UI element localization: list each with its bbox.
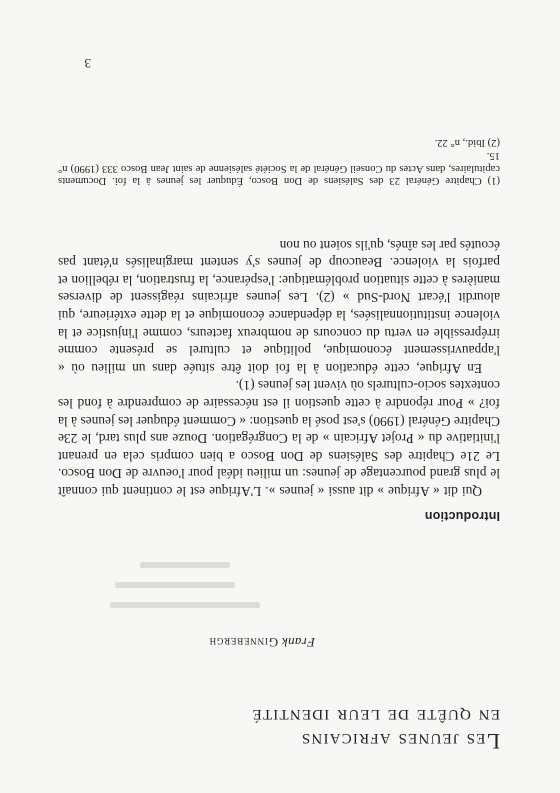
footnote: (2) Ibid., n° 22. xyxy=(434,136,500,148)
section-heading: Introduction xyxy=(424,509,500,523)
paragraph: Qui dit « Afrique » dit aussi « jeunes ». L'Afrique est le continent qui connaît le plus grand pourcentage de jeunes: un milieu idéal pour l'oeuvre de Don Bosco. Le 21e Chapitre des Salésiens de Don Bosco a bien compris cela en prenant l'initiative du « Projet Africain » de la Congrégation. Douze ans plus tard, le 23e Chapitre Général (1990) s'est posé la question: « Comment éduquer les jeunes à la foi? » Pour répondre à cette question il est nécessaire de comprendre à fond les contextes socio-culturels où vivent les jeunes (1). xyxy=(58,378,500,499)
bleed-through-mark xyxy=(140,562,230,568)
author xyxy=(209,634,315,650)
body-text xyxy=(58,236,500,500)
bleed-through-mark xyxy=(115,582,235,588)
paragraph: En Afrique, cette éducation à la foi doit être située dans un milieu où « l'appauvrissement économique, politique et culturel se présente comme irrépressible en vertu du concours de nombreux facteurs, comme l'injustice et la violence institutionnalisées, la dépendance économique et la dette extérieure, qui alourdit l'écart Nord-Sud » (2). Les jeunes africains réagissent de diverses manières à cette situation problématique: l'espérance, la frustration, la rébellion et parfois la violence. Beaucoup de jeunes s'y sentent marginalisés n'étant pas écoutés par les aînés, qu'ils soient ou non xyxy=(58,237,500,376)
title-line-1: Les jeunes africains xyxy=(300,729,500,754)
author-first-name: Frank xyxy=(281,635,315,650)
footnotes xyxy=(58,135,500,186)
document-title xyxy=(60,705,500,753)
author-last-name: Ginnebergh xyxy=(208,635,279,650)
title-line-2: en quête de leur identité xyxy=(251,705,500,730)
bleed-through-mark xyxy=(110,602,260,608)
page-number: 3 xyxy=(84,56,91,71)
footnote: (1) Chapitre Général 23 des Salésiens de Don Bosco, Éduquer les jeunes à la foi. Documents capitulaires, dans Actes du Conseil Général de la Société salésienne de saint Jean Bosco 333 (1990) n° 15. xyxy=(58,150,500,186)
